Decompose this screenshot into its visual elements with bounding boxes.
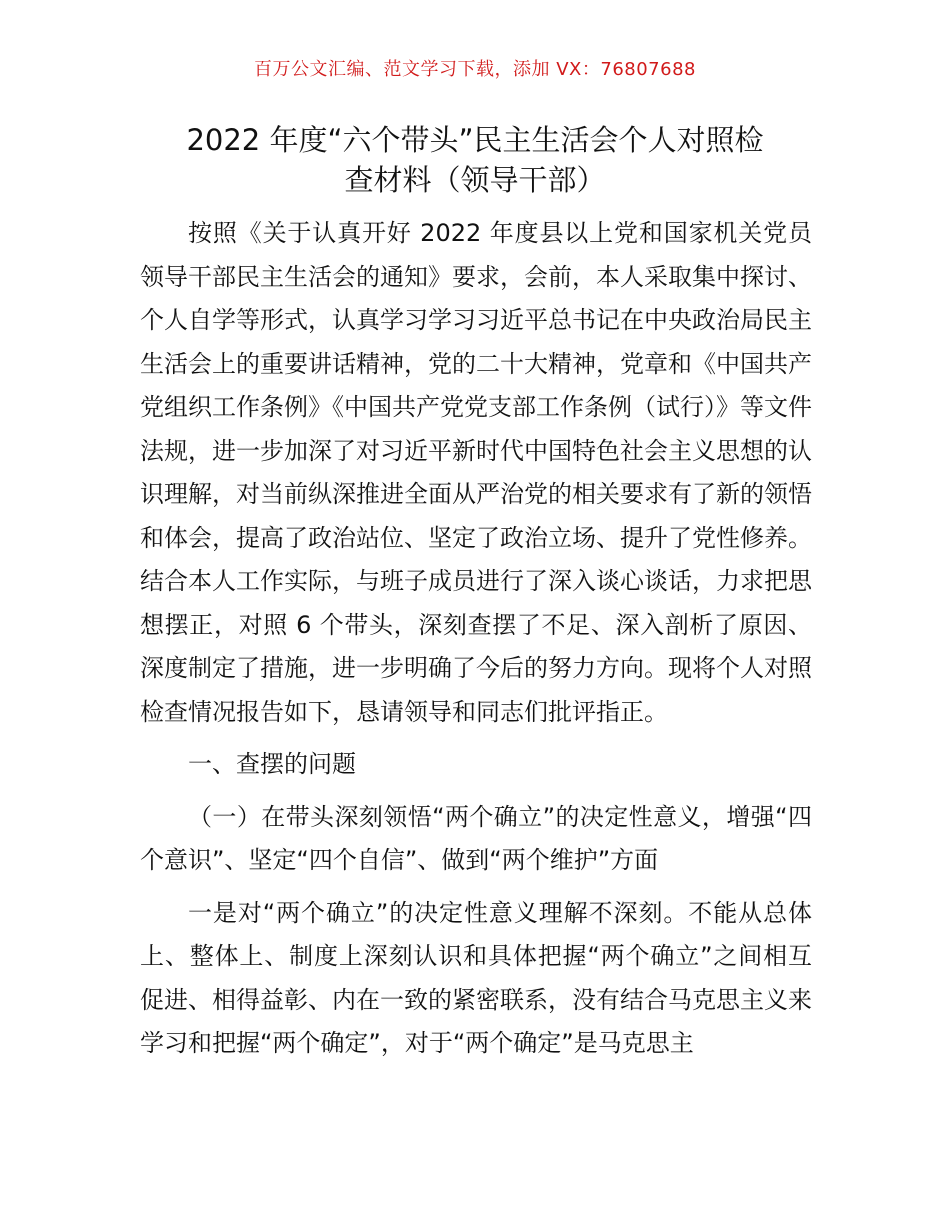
intro-paragraph: 按照《关于认真开好 2022 年度县以上党和国家机关党员领导干部民主生活会的通知》要求，会前，本人采取集中探讨、个人自学等形式，认真学习学习习近平总书记在中央政治局民主生活会上的重要讲话精神，党的二十大精神，党章和《中国共产党组织工作条例》《中国共产党党支部工作条例（试行）》等文件法规，进一步加深了对习近平新时代中国特色社会主义思想的认识理解，对当前纵深推进全面从严治党的相关要求有了新的领悟和体会，提高了政治站位、坚定了政治立场、提升了党性修养。结合本人工作实际，与班子成员进行了深入谈心谈话，力求把思想摆正，对照 6 个带头，深刻查摆了不足、深入剖析了原因、深度制定了措施，进一步明确了今后的努力方向。现将个人对照检查情况报告如下，恳请领导和同志们批评指正。	[140, 219, 812, 726]
document-body	[140, 212, 812, 1066]
title-line-1: 2022 年度“六个带头”民主生活会个人对照检	[186, 123, 764, 157]
document-title	[140, 120, 810, 200]
body-paragraph: 一是对“两个确立”的决定性意义理解不深刻。不能从总体上、整体上、制度上深刻认识和具体把握“两个确立”之间相互促进、相得益彰、内在一致的紧密联系，没有结合马克思主义来学习和把握“两个确定”，对于“两个确定”是马克思主	[140, 898, 812, 1057]
section-heading: 一、查摆的问题	[188, 750, 356, 778]
title-line-2: 查材料（领导干部）	[344, 163, 606, 197]
subsection-heading: （一）在带头深刻领悟“两个确立”的决定性意义，增强“四个意识”、坚定“四个自信”、做到“两个维护”方面	[140, 802, 812, 874]
watermark-header: 百万公文汇编、范文学习下载，添加 VX：76807688	[254, 59, 696, 80]
